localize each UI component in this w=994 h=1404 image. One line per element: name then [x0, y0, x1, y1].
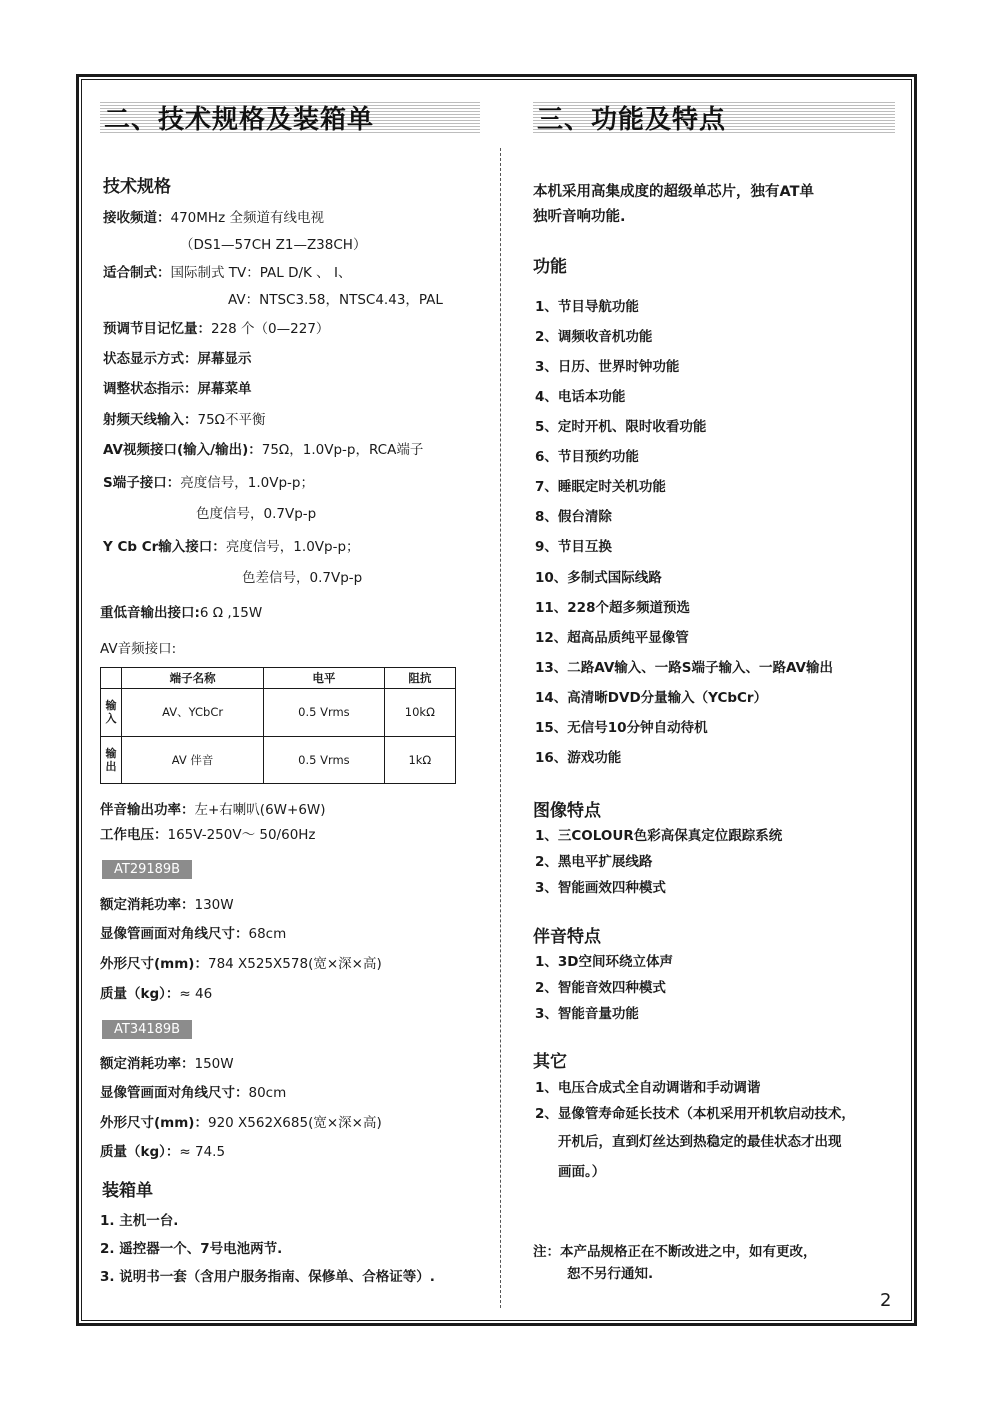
- spec-line: AV：NTSC3.58，NTSC4.43，PAL: [228, 292, 443, 308]
- packing-heading: 装箱单: [102, 1181, 153, 1201]
- audio-power-line: 伴音输出功率：左+右喇叭(6W+6W): [100, 802, 326, 818]
- model-line: 外形尺寸(mm)：784 X525X578(宽×深×高): [100, 956, 382, 972]
- function-item: 4、电话本功能: [535, 389, 626, 405]
- function-item: 13、二路AV输入、一路S端子输入、一路AV输出: [535, 660, 833, 676]
- spec-line: （DS1—57CH Z1—Z38CH）: [180, 237, 367, 253]
- spec-line: 色差信号，0.7Vp-p: [242, 570, 363, 586]
- spec-line: 接收频道：470MHz 全频道有线电视: [103, 210, 324, 226]
- voltage-line: 工作电压：165V-250V～ 50/60Hz: [100, 827, 316, 843]
- left-section-banner: [100, 100, 480, 134]
- sound-feature-item: 3、智能音量功能: [535, 1006, 639, 1022]
- other-features-heading: 其它: [533, 1052, 567, 1072]
- note-line: 恕不另行通知.: [567, 1266, 654, 1282]
- image-features-heading: 图像特点: [533, 801, 601, 821]
- model-line: 额定消耗功率：150W: [100, 1056, 234, 1072]
- function-item: 2、调频收音机功能: [535, 329, 653, 345]
- spec-line: 调整状态指示：屏幕菜单: [103, 381, 252, 397]
- function-item: 9、节目互换: [535, 539, 612, 555]
- spec-line: 重低音输出接口:6 Ω ,15W: [100, 605, 263, 621]
- model-line: 质量（kg）：≈ 74.5: [100, 1144, 226, 1160]
- spec-line: 射频天线输入：75Ω不平衡: [103, 412, 266, 428]
- left-section-title: 二、技术规格及装箱单: [104, 104, 375, 135]
- model-line: 质量（kg）：≈ 46: [100, 986, 213, 1002]
- image-feature-item: 1、三COLOUR色彩高保真定位跟踪系统: [535, 828, 783, 844]
- spec-line: Y Cb Cr输入接口：亮度信号，1.0Vp-p；: [103, 539, 360, 555]
- function-item: 15、无信号10分钟自动待机: [535, 720, 708, 736]
- table-header: 端子名称: [122, 668, 264, 689]
- spec-heading: 技术规格: [103, 177, 171, 197]
- sound-features-heading: 伴音特点: [533, 927, 601, 947]
- function-item: 6、节目预约功能: [535, 449, 639, 465]
- other-feature-item: 开机后，直到灯丝达到热稳定的最佳状态才出现: [558, 1134, 842, 1150]
- sound-feature-item: 1、3D空间环绕立体声: [535, 954, 673, 970]
- spec-line: 色度信号，0.7Vp-p: [196, 506, 317, 522]
- table-row: 输出 AV 伴音 0.5 Vrms 1kΩ: [101, 736, 456, 784]
- spec-line: AV视频接口(输入/输出)：75Ω，1.0Vp-p，RCA端子: [103, 442, 424, 458]
- packing-item: 2. 遥控器一个、7号电池两节.: [100, 1241, 283, 1257]
- spec-line: S端子接口：亮度信号，1.0Vp-p；: [103, 475, 314, 491]
- function-item: 10、多制式国际线路: [535, 570, 662, 586]
- function-item: 3、日历、世界时钟功能: [535, 359, 680, 375]
- sound-feature-item: 2、智能音效四种模式: [535, 980, 666, 996]
- note-line: 注：本产品规格正在不断改进之中，如有更改，: [533, 1244, 817, 1260]
- model-line: 额定消耗功率：130W: [100, 897, 234, 913]
- other-feature-item: 画面。）: [558, 1164, 606, 1180]
- other-feature-item: 1、电压合成式全自动调谐和手动调谐: [535, 1080, 761, 1096]
- intro-line: 独听音响功能.: [533, 209, 626, 225]
- model-line: 显像管画面对角线尺寸：80cm: [100, 1085, 287, 1101]
- function-item: 1、节目导航功能: [535, 299, 639, 315]
- right-section-title: 三、功能及特点: [537, 104, 727, 135]
- packing-item: 3. 说明书一套（含用户服务指南、保修单、合格证等）.: [100, 1269, 435, 1285]
- function-item: 14、高清晰DVD分量输入（YCbCr）: [535, 690, 768, 706]
- table-header: 阻抗: [384, 668, 455, 689]
- function-item: 16、游戏功能: [535, 750, 622, 766]
- model-line: 外形尺寸(mm)：920 X562X685(宽×深×高): [100, 1115, 382, 1131]
- model-line: 显像管画面对角线尺寸：68cm: [100, 926, 287, 942]
- spec-line: 状态显示方式：屏幕显示: [103, 351, 252, 367]
- column-divider: [500, 148, 501, 1308]
- packing-item: 1. 主机一台.: [100, 1213, 179, 1229]
- model-tag: AT29189B: [102, 860, 192, 879]
- other-feature-item: 2、显像管寿命延长技术（本机采用开机软启动技术，: [535, 1106, 855, 1122]
- functions-heading: 功能: [533, 257, 567, 277]
- function-item: 5、定时开机、限时收看功能: [535, 419, 707, 435]
- right-section-banner: [533, 100, 895, 134]
- spec-line: 适合制式：国际制式 TV：PAL D/K 、 I、: [103, 265, 352, 281]
- function-item: 11、228个超多频道预选: [535, 600, 690, 616]
- image-feature-item: 3、智能画效四种模式: [535, 880, 666, 896]
- av-audio-table: [100, 667, 456, 784]
- page-number: 2: [880, 1290, 892, 1311]
- function-item: 8、假台清除: [535, 509, 612, 525]
- table-row: 输入 AV、YCbCr 0.5 Vrms 10kΩ: [101, 689, 456, 737]
- intro-line: 本机采用高集成度的超级单芯片，独有AT单: [533, 184, 814, 200]
- table-header: 电平: [264, 668, 384, 689]
- spec-line: 预调节目记忆量：228 个（0—227）: [103, 321, 330, 337]
- function-item: 12、超高品质纯平显像管: [535, 630, 689, 646]
- model-tag: AT34189B: [102, 1020, 192, 1039]
- spec-line: AV音频接口:: [100, 641, 177, 657]
- image-feature-item: 2、黑电平扩展线路: [535, 854, 653, 870]
- function-item: 7、睡眠定时关机功能: [535, 479, 666, 495]
